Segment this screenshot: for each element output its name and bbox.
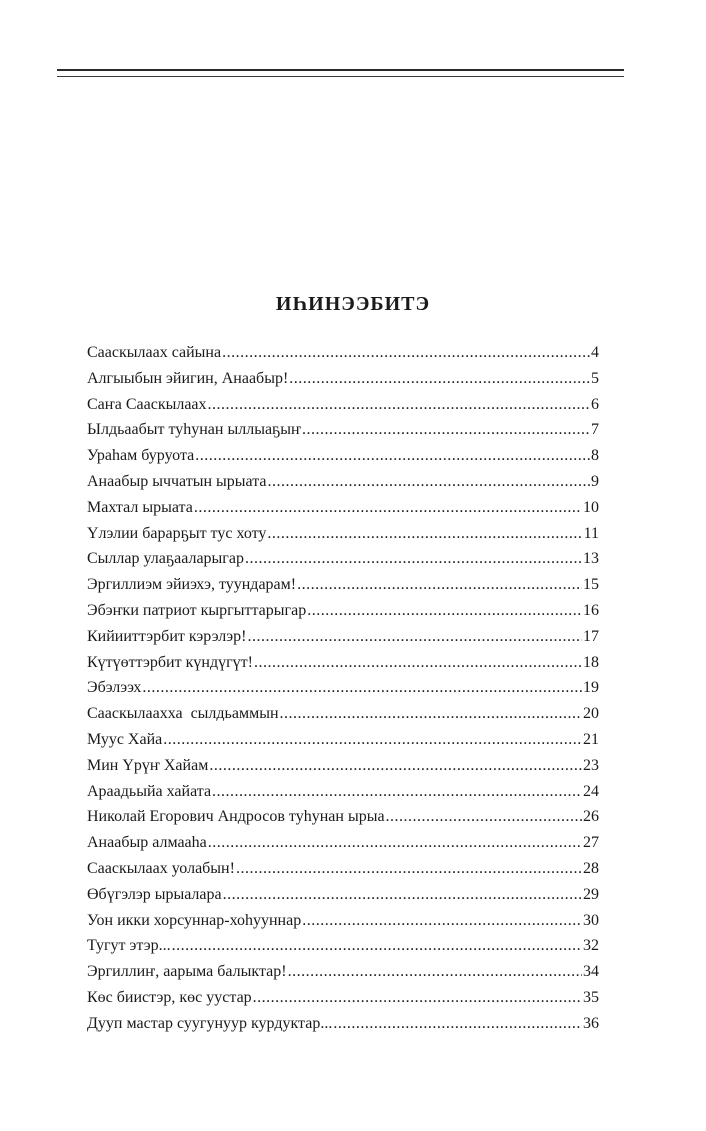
toc-entry-page: 29 — [583, 885, 599, 903]
toc-leader-dots — [222, 340, 590, 366]
toc-leader-dots — [195, 443, 590, 469]
toc-entry-title: Ураһам буруота — [87, 447, 195, 465]
toc-leader-dots — [268, 469, 590, 495]
header-rule-bottom — [57, 76, 624, 77]
toc-entry-page: 26 — [583, 808, 599, 826]
toc-entry-title: Өбүгэлэр ырыалара — [87, 885, 222, 903]
toc-entry-title: Николай Егорович Андросов туһунан ырыа — [87, 808, 385, 826]
toc-entry-title: Махтал ырыата — [87, 498, 193, 516]
toc-entry-title: Араадьыйа хайата — [87, 782, 212, 800]
toc-entry-page: 27 — [583, 834, 599, 852]
toc-entry-title: Эбэлээх — [87, 679, 142, 697]
toc-entry — [87, 779, 599, 805]
toc-entry — [87, 959, 599, 985]
toc-leader-dots — [245, 546, 582, 572]
toc-entry-page: 11 — [583, 524, 599, 542]
toc-entry-page: 28 — [583, 859, 599, 877]
toc-entry — [87, 495, 599, 521]
toc-entry-page: 15 — [583, 576, 599, 594]
toc-entry — [87, 650, 599, 676]
toc-entry — [87, 727, 599, 753]
toc-entry-page: 36 — [583, 1014, 599, 1032]
toc-entry-page: 21 — [583, 730, 599, 748]
toc-leader-dots — [236, 856, 582, 882]
toc-entry-title: Дууп мастар суугунуур курдуктар... — [87, 1014, 333, 1032]
toc-entry — [87, 546, 599, 572]
toc-entry — [87, 443, 599, 469]
toc-entry-page: 35 — [583, 988, 599, 1006]
toc-leader-dots — [253, 985, 582, 1011]
toc-entry-title: Ылдьаабыт туһунан ыллыаҕыҥ — [87, 421, 301, 439]
toc-leader-dots — [333, 1011, 582, 1037]
toc-entry-page: 23 — [583, 756, 599, 774]
toc-leader-dots — [254, 650, 582, 676]
toc-leader-dots — [288, 959, 582, 985]
toc-leader-dots — [209, 753, 582, 779]
toc-entry — [87, 882, 599, 908]
toc-entry-page: 6 — [591, 395, 599, 413]
toc-entry-title: Муус Хайа — [87, 730, 163, 748]
toc-entry-title: Уон икки хорсуннар-хоһууннар — [87, 911, 302, 929]
toc-entry-page: 13 — [583, 550, 599, 568]
toc-entry — [87, 908, 599, 934]
toc-entry — [87, 675, 599, 701]
toc-entry — [87, 392, 599, 418]
toc-entry-page: 7 — [591, 421, 599, 439]
toc-leader-dots — [172, 933, 582, 959]
toc-entry-page: 19 — [583, 679, 599, 697]
toc-leader-dots — [302, 417, 590, 443]
toc-entry — [87, 572, 599, 598]
toc-leader-dots — [280, 701, 582, 727]
toc-entry — [87, 701, 599, 727]
toc-entry-page: 30 — [583, 911, 599, 929]
toc-entry — [87, 985, 599, 1011]
toc-entry — [87, 804, 599, 830]
toc-entry-page: 34 — [583, 963, 599, 981]
toc-entry-title: Сааскылаах сайына — [87, 344, 222, 361]
toc-leader-dots — [142, 675, 582, 701]
toc-entry — [87, 1011, 599, 1037]
toc-entry-title: Мин Үрүҥ Хайам — [87, 756, 209, 774]
toc-entry-title: Саҥа Сааскылаах — [87, 395, 207, 413]
toc-leader-dots — [386, 804, 582, 830]
toc-entry-page: 24 — [583, 782, 599, 800]
toc-leader-dots — [289, 366, 590, 392]
toc-entry-title: Алгыыбын эйигин, Анаабыр! — [87, 369, 289, 387]
toc-entry — [87, 598, 599, 624]
toc-entry-title: Үлэлии барарҕыт тус хоту — [87, 524, 267, 542]
header-rule-top — [57, 69, 624, 71]
toc-leader-dots — [223, 882, 582, 908]
page-title: ИҺИНЭЭБИТЭ — [275, 293, 431, 315]
toc-entry-title: Кийииттэрбит кэрэлэр! — [87, 627, 247, 645]
toc-entry — [87, 469, 599, 495]
toc-leader-dots — [297, 572, 582, 598]
toc-leader-dots — [163, 727, 582, 753]
toc-entry-page: 5 — [591, 369, 599, 387]
toc-leader-dots — [212, 779, 582, 805]
toc-entry-title: Сыллар улаҕааларыгар — [87, 550, 244, 568]
toc-entry-title: Көс биистэр, көс уустар — [87, 988, 252, 1006]
toc-leader-dots — [247, 624, 582, 650]
toc-entry-page: 18 — [583, 653, 599, 671]
toc-entry — [87, 856, 599, 882]
toc-leader-dots — [302, 908, 582, 934]
toc-entry-page: 8 — [591, 447, 599, 465]
toc-entry-page: 32 — [583, 937, 599, 955]
toc-entry-title: Анаабыр алмааһа — [87, 834, 207, 852]
toc-entry-title: Эбэҥки патриот кыргыттарыгар — [87, 601, 307, 619]
toc-entry — [87, 830, 599, 856]
toc-entry-page: 17 — [583, 627, 599, 645]
toc-entry — [87, 521, 599, 547]
toc-entry-title: Тугут этэр... — [87, 937, 171, 955]
toc-leader-dots — [208, 830, 582, 856]
toc-entry — [87, 624, 599, 650]
toc-entry-page: 4 — [591, 344, 599, 361]
toc-entry-page: 10 — [583, 498, 599, 516]
toc-entry — [87, 417, 599, 443]
toc-entry — [87, 366, 599, 392]
toc-entry-title: Эргиллиҥ, аарыма балыктар! — [87, 963, 287, 981]
toc-entry-page: 20 — [583, 705, 599, 723]
toc-leader-dots — [267, 521, 582, 547]
table-of-contents — [87, 340, 599, 1037]
toc-entry — [87, 753, 599, 779]
toc-leader-dots — [194, 495, 582, 521]
toc-entry-title: Күтүөттэрбит күндүгүт! — [87, 653, 253, 671]
toc-leader-dots — [307, 598, 582, 624]
toc-entry-title: Эргиллиэм эйиэхэ, туундарам! — [87, 576, 297, 594]
toc-entry-page: 9 — [591, 472, 599, 490]
toc-entry-page: 16 — [583, 601, 599, 619]
toc-entry-title: Сааскылаахха сылдьаммын — [87, 705, 279, 723]
toc-leader-dots — [208, 392, 590, 418]
toc-entry-title: Сааскылаах уолабын! — [87, 859, 235, 877]
toc-entry-title: Анаабыр ыччатын ырыата — [87, 472, 267, 490]
toc-entry — [87, 340, 599, 366]
toc-entry — [87, 933, 599, 959]
